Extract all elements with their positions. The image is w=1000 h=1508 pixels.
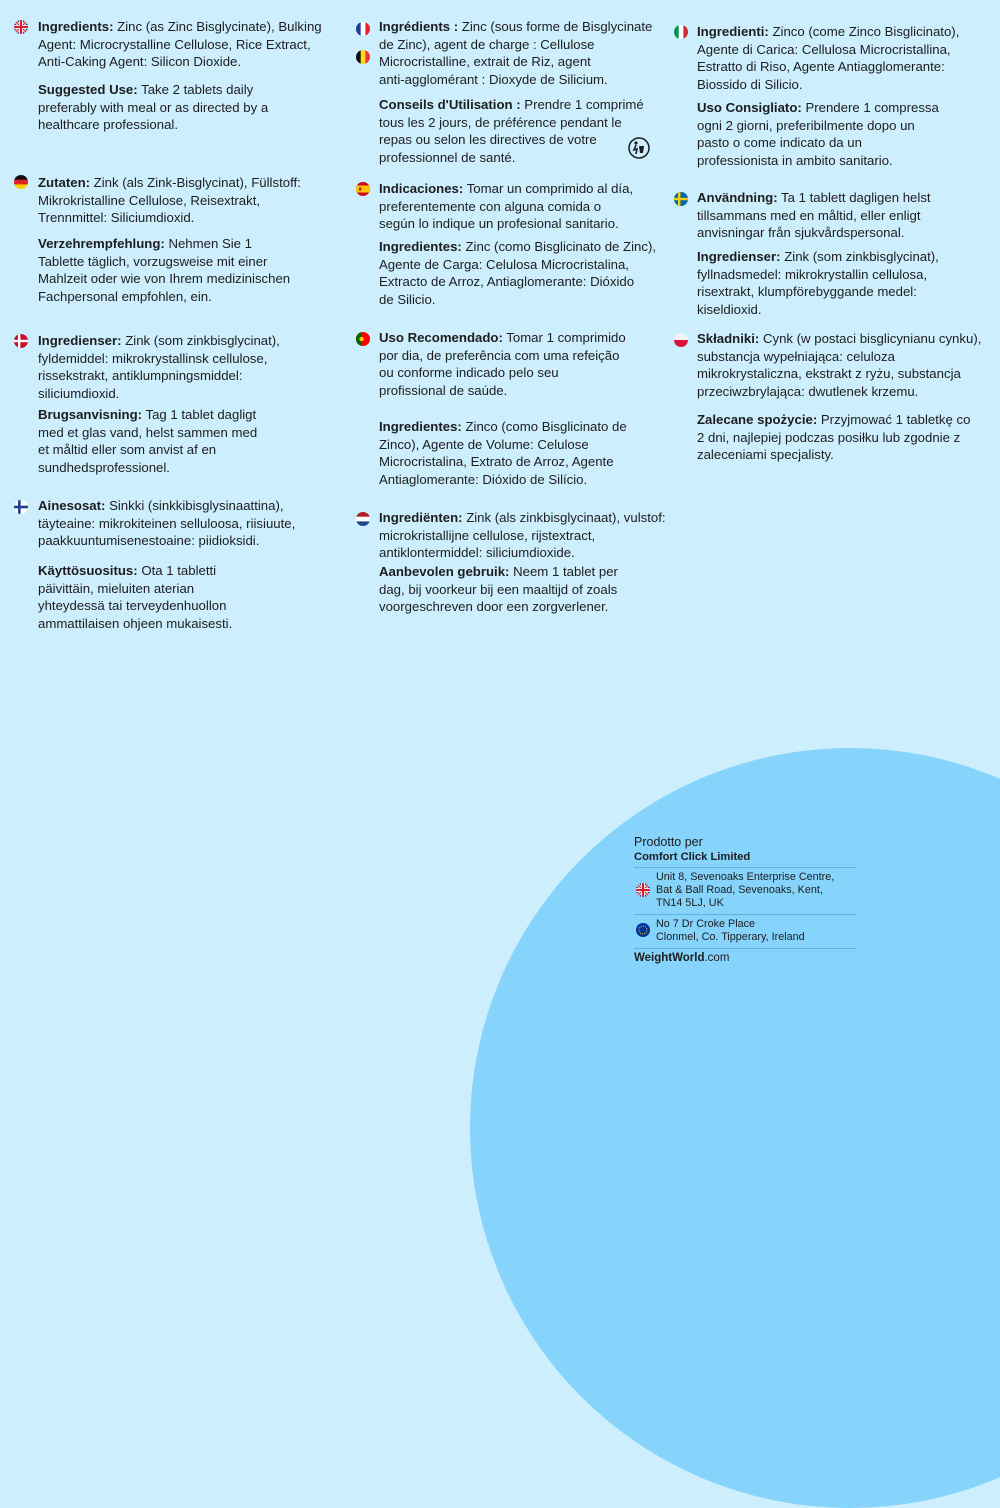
uk-address-line: Unit 8, Sevenoaks Enterprise Centre, — [656, 871, 835, 883]
da-ingredients: Ingredienser: Zink (som zinkbisglycinat), fyldemiddel: mikrokrystallinsk cellulose, rissekstrakt, antiklumpningsmiddel: siliciumdioxid. — [38, 333, 280, 401]
brand-website — [634, 952, 856, 964]
de-ingredients: Zutaten: Zink (als Zink-Bisglycinat), Füllstoff: Mikrokristalline Cellulose, Reisextrakt, Trennmittel: Siliciumdioxid. — [38, 175, 301, 226]
uk-address-line: Bat & Ball Road, Sevenoaks, Kent, — [656, 884, 823, 896]
company-name: Comfort Click Limited — [634, 851, 751, 863]
fr-suggested-use: Conseils d'Utilisation : Prendre 1 comprimé tous les 2 jours, de préférence pendant le repas ou selon les directives de votre professionnel de santé. — [379, 97, 644, 165]
nl-ingredients: Ingrediënten: Zink (als zinkbisglycinaat), vulstof: microkristallijne cellulose, rijstextract, antiklontermiddel: siliciumdioxide. — [379, 510, 666, 561]
sv-suggested-use: Användning: Ta 1 tablett dagligen helst tillsammans med en måltid, eller enligt anvisningar från sjukvårdspersonal. — [697, 190, 931, 241]
da-suggested-use: Brugsanvisning: Tag 1 tablet dagligt med et glas vand, helst sammen med et måltid eller som anvist af en sundhedsprofessionel. — [38, 407, 258, 475]
portugal-flag-icon — [356, 332, 370, 346]
poland-flag-icon — [674, 333, 688, 347]
it-ingredients: Ingredienti: Zinco (come Zinco Bisglicinato), Agente di Carica: Cellulosa Microcristallina, Estratto di Riso, Agente Antiagglomerante: Biossido di Silicio. — [697, 24, 960, 92]
spain-flag-icon — [356, 182, 370, 196]
de-suggested-use: Verzehrempfehlung: Nehmen Sie 1 Tablette täglich, vorzugsweise mit einer Mahlzeit oder wie von Ihrem medizinischen Fachpersonal empfohlen, ein. — [38, 236, 291, 304]
belgium-flag-icon — [356, 50, 370, 64]
denmark-flag-icon — [14, 334, 28, 348]
ie-address-line: Clonmel, Co. Tipperary, Ireland — [656, 931, 805, 943]
fi-ingredients: Ainesosat: Sinkki (sinkkibisglysinaattina), täyteaine: mikrokiteinen selluloosa, riisiuute, paakkuuntumisenestoaine: piidioksidi. — [38, 498, 296, 549]
en-suggested-use: Suggested Use: Take 2 tablets daily preferably with meal or as directed by a healthcare professional. — [38, 82, 269, 133]
es-suggested-use: Indicaciones: Tomar un comprimido al día, preferentemente con alguna comida o según lo indique un profesional sanitario. — [379, 181, 634, 232]
brand-domain: .com — [704, 952, 730, 964]
uk-address — [634, 871, 856, 910]
divider — [634, 948, 856, 949]
es-ingredients: Ingredientes: Zinc (como Bisglicinato de Zinc), Agente de Carga: Celulosa Microcristalina, Extracto de Arroz, Antiaglomerante: Dióxido de Silicio. — [379, 239, 657, 307]
uk-flag-icon — [14, 20, 28, 34]
sweden-flag-icon — [674, 192, 688, 206]
eu-flag-icon — [636, 923, 650, 937]
manufacturer-info — [634, 835, 856, 964]
netherlands-flag-icon — [356, 512, 370, 526]
ie-address-line: No 7 Dr Croke Place — [656, 918, 756, 930]
tidyman-bin-icon — [628, 137, 650, 159]
germany-flag-icon — [14, 175, 28, 189]
sv-ingredients: Ingredienser: Zink (som zinkbisglycinat), fyllnadsmedel: mikrokrystallin cellulosa, risextrakt, klumpförebyggande medel: kiseldioxid. — [697, 249, 939, 317]
france-flag-icon — [356, 22, 370, 36]
pl-suggested-use: Zalecane spożycie: Przyjmować 1 tabletkę co 2 dni, najlepiej podczas posiłku lub zgodnie z zaleceniami specjalisty. — [697, 412, 971, 463]
divider — [634, 867, 856, 868]
produced-by-label: Prodotto per — [634, 835, 703, 849]
fr-ingredients: Ingrédients : Zinc (sous forme de Bisglycinate de Zinc), agent de charge : Cellulose Microcristalline, extrait de Riz, agent anti-agglomérant : Dioxyde de Silicium. — [379, 19, 653, 87]
brand-name: WeightWorld — [634, 952, 705, 964]
finland-flag-icon — [14, 500, 28, 514]
nl-suggested-use: Aanbevolen gebruik: Neem 1 tablet per dag, bij voorkeur bij een maaltijd of zoals voorgeschreven door een zorgverlener. — [379, 564, 618, 615]
pl-ingredients: Składniki: Cynk (w postaci bisglicynianu cynku), substancja wypełniająca: celuloza mikrokrystaliczna, ekstrakt z ryżu, substancja przeciwzbrylająca: dwutlenek krzemu. — [697, 331, 982, 399]
divider — [634, 914, 856, 915]
pt-suggested-use: Uso Recomendado: Tomar 1 comprimido por dia, de preferência com uma refeição ou conforme indicado pelo seu profissional de saúde. — [379, 330, 626, 398]
fi-suggested-use: Käyttösuositus: Ota 1 tabletti päivittäin, mieluiten aterian yhteydessä tai terveydenhuollon ammattilaisen ohjeen mukaisesti. — [38, 563, 233, 631]
italy-flag-icon — [674, 25, 688, 39]
uk-flag-icon — [636, 883, 650, 897]
it-suggested-use: Uso Consigliato: Prendere 1 compressa ogni 2 giorni, preferibilmente dopo un pasto o come indicato da un professionista in ambito sanitario. — [697, 100, 939, 168]
ie-address — [634, 918, 856, 944]
en-ingredients: Ingredients: Zinc (as Zinc Bisglycinate), Bulking Agent: Microcrystalline Cellulose, Rice Extract, Anti-Caking Agent: Silicon Dioxide. — [38, 19, 322, 70]
pt-ingredients: Ingredientes: Zinco (como Bisglicinato de Zinco), Agente de Volume: Celulose Microcristalina, Extrato de Arroz, Agente Antiaglomerante: Dióxido de Silício. — [379, 419, 627, 487]
uk-address-line: TN14 5LJ, UK — [656, 897, 724, 909]
